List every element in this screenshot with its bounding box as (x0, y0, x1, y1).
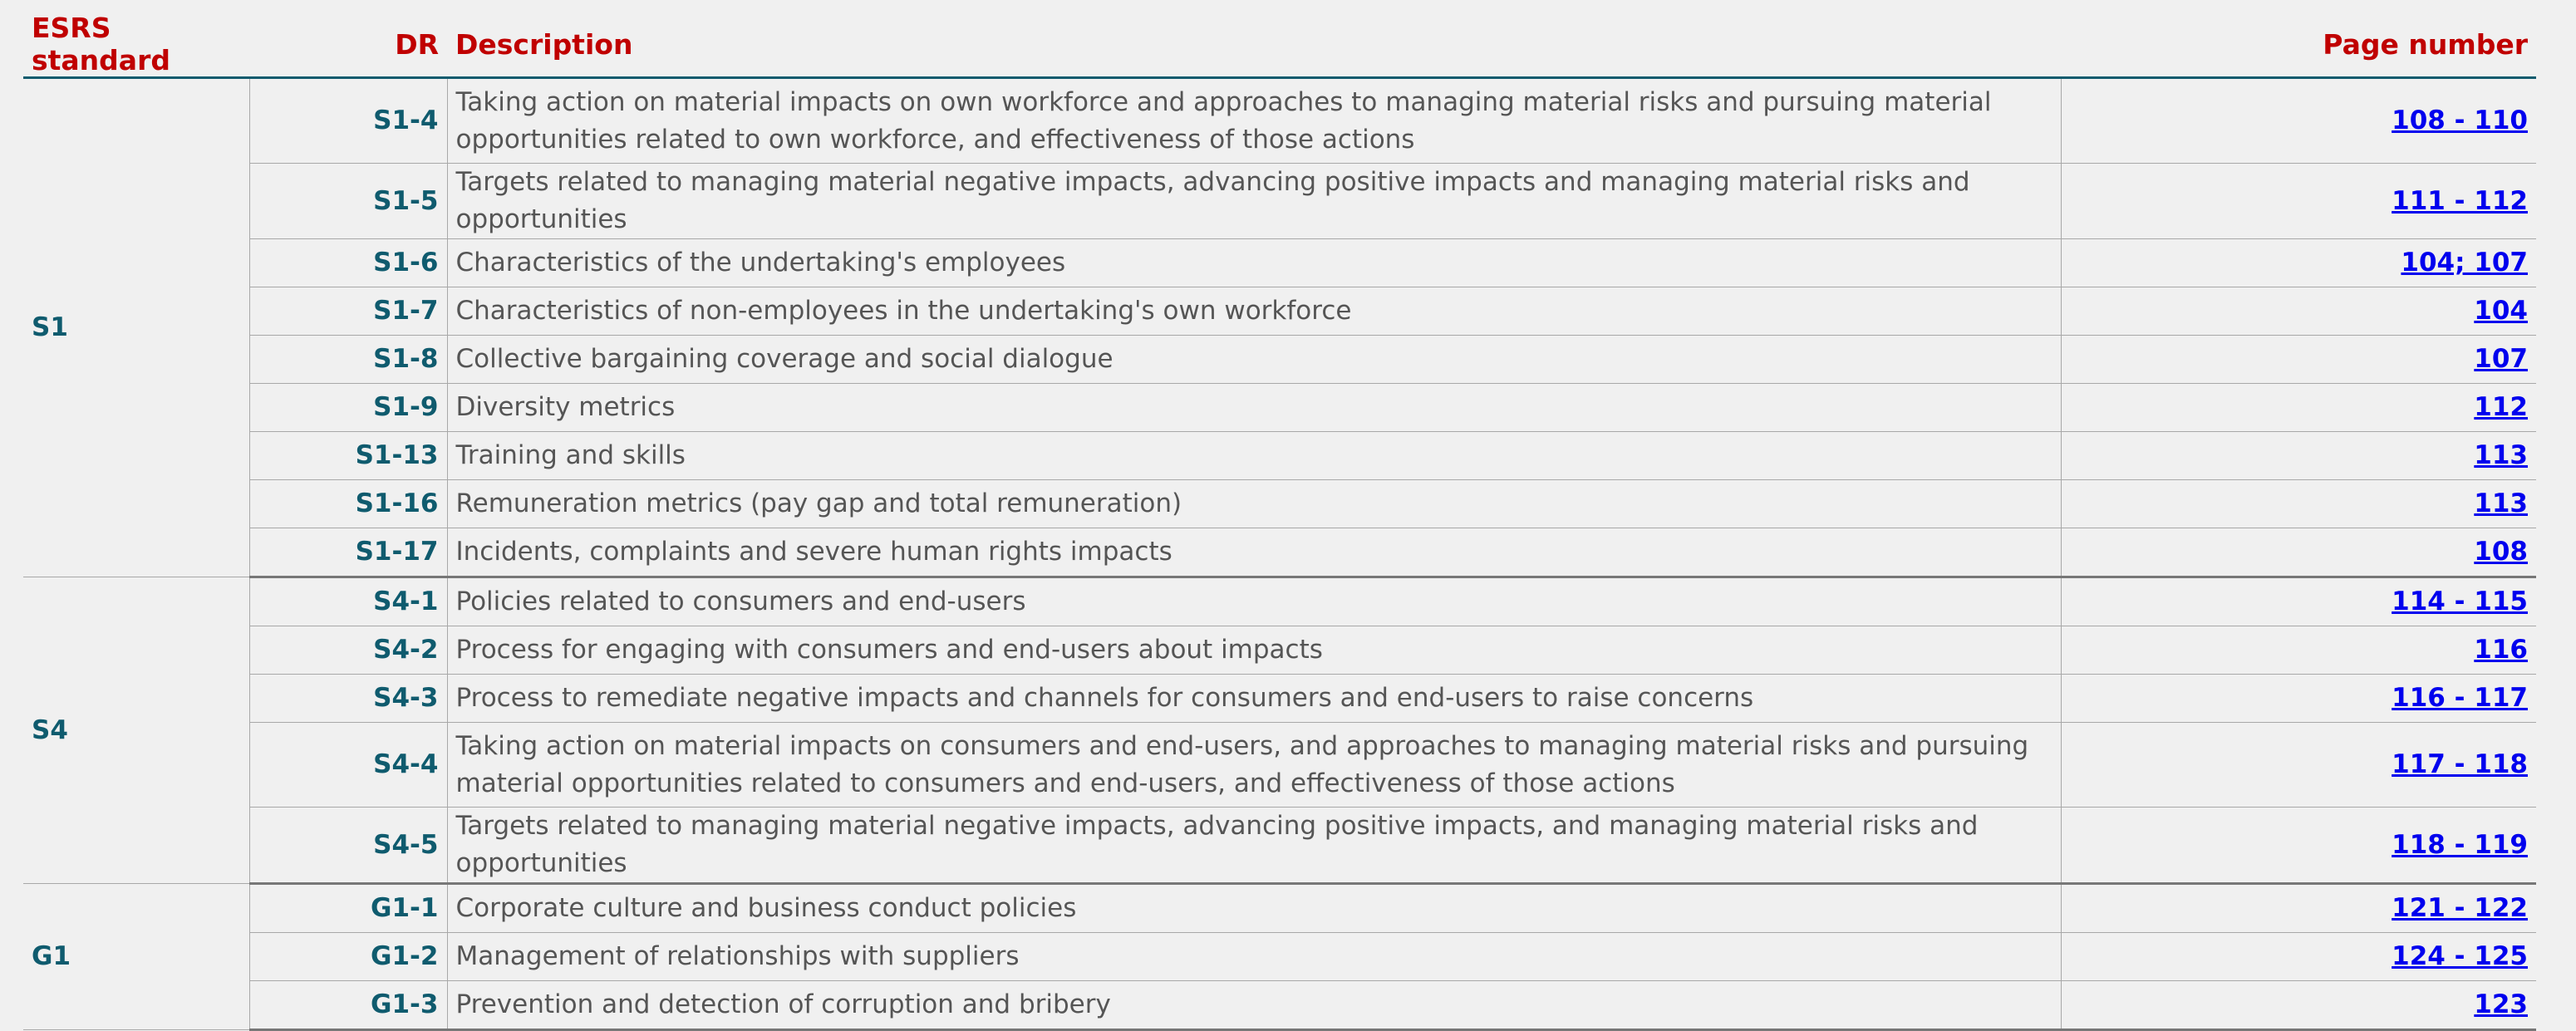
page-cell (2061, 884, 2536, 933)
table-header-row (23, 12, 2536, 78)
table-row (23, 384, 2536, 432)
page-link[interactable]: 108 (2474, 537, 2528, 567)
description-cell: Prevention and detection of corruption and bribery (447, 981, 2061, 1030)
page-cell (2061, 164, 2536, 239)
header-dr: DR (249, 12, 447, 78)
page-cell (2061, 78, 2536, 164)
page-link[interactable]: 112 (2474, 392, 2528, 422)
table-row (23, 675, 2536, 723)
page-cell (2061, 933, 2536, 981)
page-cell (2061, 577, 2536, 626)
description-cell: Process to remediate negative impacts and channels for consumers and end-users to raise concerns (447, 675, 2061, 723)
table-row (23, 723, 2536, 808)
description-cell: Taking action on material impacts on own workforce and approaches to managing material risks and pursuing material opportunities related to own workforce, and effectiveness of those actions (447, 78, 2061, 164)
description-cell: Management of relationships with suppliers (447, 933, 2061, 981)
dr-cell: S1-4 (249, 78, 447, 164)
page-cell (2061, 528, 2536, 577)
description-cell: Remuneration metrics (pay gap and total remuneration) (447, 480, 2061, 528)
page-link[interactable]: 113 (2474, 440, 2528, 470)
table-row (23, 432, 2536, 480)
dr-cell: S1-7 (249, 287, 447, 336)
page-link[interactable]: 104; 107 (2401, 248, 2528, 277)
dr-cell: S1-13 (249, 432, 447, 480)
page-cell (2061, 723, 2536, 808)
description-cell: Corporate culture and business conduct policies (447, 884, 2061, 933)
dr-cell: G1-2 (249, 933, 447, 981)
description-cell: Incidents, complaints and severe human rights impacts (447, 528, 2061, 577)
header-esrs-standard: ESRS standard (23, 12, 249, 78)
table-row (23, 884, 2536, 933)
esrs-index-table (23, 12, 2536, 1031)
description-cell: Training and skills (447, 432, 2061, 480)
dr-cell: S1-6 (249, 239, 447, 287)
description-cell: Collective bargaining coverage and social dialogue (447, 336, 2061, 384)
page-link[interactable]: 107 (2474, 344, 2528, 374)
description-cell: Characteristics of the undertaking's employees (447, 239, 2061, 287)
dr-cell: S1-5 (249, 164, 447, 239)
dr-cell: G1-1 (249, 884, 447, 933)
page-link[interactable]: 114 - 115 (2392, 587, 2528, 616)
table-row (23, 626, 2536, 675)
table-row (23, 933, 2536, 981)
page-cell (2061, 384, 2536, 432)
dr-cell: G1-3 (249, 981, 447, 1030)
table-row (23, 78, 2536, 164)
description-cell: Targets related to managing material negative impacts, advancing positive impacts, and managing material risks and opportunities (447, 808, 2061, 884)
page-cell (2061, 336, 2536, 384)
table-row (23, 480, 2536, 528)
page-link[interactable]: 124 - 125 (2392, 941, 2528, 971)
esrs-index-table-container (23, 12, 2536, 1031)
page-link[interactable]: 113 (2474, 488, 2528, 518)
dr-cell: S1-17 (249, 528, 447, 577)
page-cell (2061, 981, 2536, 1030)
page-cell (2061, 432, 2536, 480)
header-description: Description (447, 12, 2061, 78)
table-row (23, 164, 2536, 239)
page-cell (2061, 675, 2536, 723)
page-link[interactable]: 118 - 119 (2392, 829, 2528, 860)
page-cell (2061, 808, 2536, 884)
dr-cell: S1-16 (249, 480, 447, 528)
page-cell (2061, 239, 2536, 287)
dr-cell: S4-4 (249, 723, 447, 808)
description-cell: Process for engaging with consumers and end-users about impacts (447, 626, 2061, 675)
standard-cell-s1: S1 (23, 78, 249, 577)
page-link[interactable]: 116 - 117 (2392, 683, 2528, 713)
table-row (23, 287, 2536, 336)
description-cell: Taking action on material impacts on consumers and end-users, and approaches to managing material risks and pursuing material opportunities related to consumers and end-users, and effectiveness of those actions (447, 723, 2061, 808)
header-page-number: Page number (2061, 12, 2536, 78)
description-cell: Policies related to consumers and end-users (447, 577, 2061, 626)
page-link[interactable]: 108 - 110 (2392, 106, 2528, 135)
page-link[interactable]: 121 - 122 (2392, 893, 2528, 923)
standard-cell-s4: S4 (23, 577, 249, 884)
page-cell (2061, 480, 2536, 528)
dr-cell: S1-8 (249, 336, 447, 384)
page-link[interactable]: 123 (2474, 989, 2528, 1019)
table-row (23, 239, 2536, 287)
table-row (23, 336, 2536, 384)
dr-cell: S4-2 (249, 626, 447, 675)
dr-cell: S1-9 (249, 384, 447, 432)
description-cell: Diversity metrics (447, 384, 2061, 432)
page-cell (2061, 287, 2536, 336)
table-row (23, 981, 2536, 1030)
description-cell: Characteristics of non-employees in the undertaking's own workforce (447, 287, 2061, 336)
dr-cell: S4-3 (249, 675, 447, 723)
table-row (23, 577, 2536, 626)
table-row (23, 808, 2536, 884)
standard-cell-g1: G1 (23, 884, 249, 1030)
page-link[interactable]: 111 - 112 (2392, 185, 2528, 216)
page-cell (2061, 626, 2536, 675)
description-cell: Targets related to managing material negative impacts, advancing positive impacts and managing material risks and opportunities (447, 164, 2061, 239)
dr-cell: S4-1 (249, 577, 447, 626)
page-link[interactable]: 116 (2474, 635, 2528, 665)
table-row (23, 528, 2536, 577)
dr-cell: S4-5 (249, 808, 447, 884)
page-link[interactable]: 117 - 118 (2392, 749, 2528, 779)
page-link[interactable]: 104 (2474, 296, 2528, 326)
